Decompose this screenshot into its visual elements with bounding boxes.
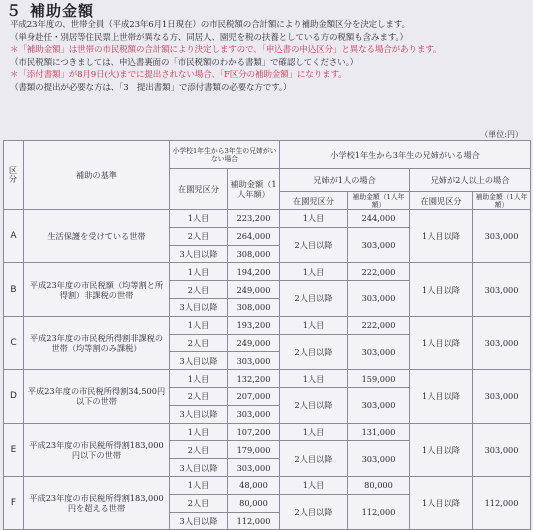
sib1-amount-rest: 303,000 xyxy=(348,441,410,477)
note-line: （単身赴任・別居等住民票上世帯が異なる方、同居人、園児を税の扶養としている方の税額も含みます。） xyxy=(10,32,408,43)
subsidy-amount: 264,000 xyxy=(228,227,280,245)
sib1-order-rest: 2人目以降 xyxy=(280,494,348,530)
header-one-sibling: 兄姉が1人の場合 xyxy=(280,169,410,192)
header-order-sib1: 在園児区分 xyxy=(280,192,348,210)
sib2-order: 1人目以降 xyxy=(410,370,473,423)
section-heading xyxy=(6,0,94,21)
header-category: 区分 xyxy=(4,141,24,210)
child-order: 1人目 xyxy=(170,263,228,281)
subsidy-amount: 193,200 xyxy=(228,316,280,334)
child-order: 2人目 xyxy=(170,281,228,299)
section-title: 補助金額 xyxy=(30,2,95,20)
sib1-order: 1人目 xyxy=(280,316,348,334)
subsidy-amount: 132,200 xyxy=(228,370,280,388)
header-amount: 補助金額（1人年額） xyxy=(228,169,280,210)
child-order: 3人目以降 xyxy=(170,245,228,263)
sib1-amount-rest: 112,000 xyxy=(348,494,410,530)
criteria-text: 平成23年度の市民税所得割183,000円以下の世帯 xyxy=(24,423,170,476)
child-order: 1人目 xyxy=(170,423,228,441)
header-group-no-sibling: 小学校1年生から3年生の兄姉がいない場合 xyxy=(170,141,280,169)
sib1-amount: 80,000 xyxy=(348,476,410,494)
sib1-order: 1人目 xyxy=(280,210,348,228)
subsidy-amount: 303,000 xyxy=(228,405,280,423)
sib2-amount: 303,000 xyxy=(473,423,531,476)
subsidy-amount: 80,000 xyxy=(228,494,280,512)
subsidy-amount: 223,200 xyxy=(228,210,280,228)
child-order: 2人目 xyxy=(170,441,228,459)
sib1-amount: 222,000 xyxy=(348,316,410,334)
table-row xyxy=(4,476,531,494)
sib1-amount-rest: 303,000 xyxy=(348,334,410,370)
header-two-siblings: 兄姉が2人以上の場合 xyxy=(410,169,531,192)
subsidy-table xyxy=(3,140,531,530)
sib1-order: 1人目 xyxy=(280,370,348,388)
sib1-amount: 222,000 xyxy=(348,263,410,281)
child-order: 1人目 xyxy=(170,370,228,388)
sib2-amount: 303,000 xyxy=(473,316,531,369)
subsidy-amount: 179,000 xyxy=(228,441,280,459)
sib2-order: 1人目以降 xyxy=(410,476,473,529)
sib1-amount-rest: 303,000 xyxy=(348,387,410,423)
subsidy-amount: 207,000 xyxy=(228,387,280,405)
subsidy-amount: 308,000 xyxy=(228,298,280,316)
sib1-order: 1人目 xyxy=(280,423,348,441)
table-row xyxy=(4,316,531,334)
child-order: 3人目以降 xyxy=(170,352,228,370)
child-order: 3人目以降 xyxy=(170,298,228,316)
header-amount-sib1: 補助金額（1人年額） xyxy=(348,192,410,210)
table-row xyxy=(4,370,531,388)
sib2-order: 1人目以降 xyxy=(410,316,473,369)
sib1-amount: 244,000 xyxy=(348,210,410,228)
sib1-order: 1人目 xyxy=(280,263,348,281)
child-order: 1人目 xyxy=(170,210,228,228)
sib1-order-rest: 2人目以降 xyxy=(280,227,348,263)
criteria-text: 平成23年度の市民税額（均等割と所得割）非課税の世帯 xyxy=(24,263,170,316)
criteria-text: 平成23年度の市民税所得割183,000円を超える世帯 xyxy=(24,476,170,529)
sib2-amount: 303,000 xyxy=(473,370,531,423)
subsidy-amount: 308,000 xyxy=(228,245,280,263)
criteria-text: 平成23年度の市民税所得割34,500円以下の世帯 xyxy=(24,370,170,423)
child-order: 2人目 xyxy=(170,387,228,405)
subsidy-amount: 48,000 xyxy=(228,476,280,494)
category-code: C xyxy=(4,316,24,369)
table-row xyxy=(4,210,531,228)
sib2-order: 1人目以降 xyxy=(410,210,473,263)
table-row xyxy=(4,423,531,441)
subsidy-amount: 303,000 xyxy=(228,352,280,370)
category-code: D xyxy=(4,370,24,423)
header-group-with-sibling: 小学校1年生から3年生の兄姉がいる場合 xyxy=(280,141,531,169)
criteria-text: 生活保護を受けている世帯 xyxy=(24,210,170,263)
subsidy-amount: 303,000 xyxy=(228,459,280,477)
sib2-amount: 112,000 xyxy=(473,476,531,529)
category-code: A xyxy=(4,210,24,263)
sib1-amount-rest: 303,000 xyxy=(348,281,410,317)
child-order: 2人目 xyxy=(170,494,228,512)
category-code: E xyxy=(4,423,24,476)
child-order: 1人目 xyxy=(170,476,228,494)
sib1-amount: 159,000 xyxy=(348,370,410,388)
subsidy-amount: 194,200 xyxy=(228,263,280,281)
category-code: B xyxy=(4,263,24,316)
subsidy-amount: 107,200 xyxy=(228,423,280,441)
sib1-order-rest: 2人目以降 xyxy=(280,387,348,423)
child-order: 2人目 xyxy=(170,334,228,352)
subsidy-amount: 249,000 xyxy=(228,281,280,299)
note-line: （書類の提出が必要な方は、「3 提出書類」で添付書類の必要な方です。） xyxy=(10,82,292,93)
child-order: 3人目以降 xyxy=(170,405,228,423)
sib1-order-rest: 2人目以降 xyxy=(280,281,348,317)
sib1-amount: 131,000 xyxy=(348,423,410,441)
note-line: ＊「補助金額」は世帯の市民税額の合計額により決定しますので、「申込書の申込区分」と異なる場合があります。 xyxy=(10,45,442,56)
sib2-amount: 303,000 xyxy=(473,263,531,316)
sib1-amount-rest: 303,000 xyxy=(348,227,410,263)
table-row xyxy=(4,263,531,281)
subsidy-amount: 249,000 xyxy=(228,334,280,352)
child-order: 2人目 xyxy=(170,227,228,245)
note-line: （市民税額につきましては、申込書裏面の「市民税額のわかる書類」で確認してください。） xyxy=(10,57,359,68)
sib2-order: 1人目以降 xyxy=(410,263,473,316)
header-order-sib2: 在園児区分 xyxy=(410,192,473,210)
sib2-order: 1人目以降 xyxy=(410,423,473,476)
child-order: 1人目 xyxy=(170,316,228,334)
subsidy-amount: 112,000 xyxy=(228,512,280,530)
notes-block xyxy=(10,19,530,95)
child-order: 3人目以降 xyxy=(170,459,228,477)
header-criteria: 補助の基準 xyxy=(24,141,170,210)
note-line: 平成23年度の、世帯全員（平成23年6月1日現在）の市民税額の合計額により補助金額区分を決定します。 xyxy=(10,20,410,30)
unit-label: （単位:円） xyxy=(480,130,523,139)
sib1-order-rest: 2人目以降 xyxy=(280,334,348,370)
child-order: 3人目以降 xyxy=(170,512,228,530)
category-code: F xyxy=(4,476,24,529)
section-number: ５ xyxy=(6,2,23,20)
header-amount-sib2: 補助金額（1人年額） xyxy=(473,192,531,210)
header-order: 在園児区分 xyxy=(170,169,228,210)
sib1-order: 1人目 xyxy=(280,476,348,494)
sib2-amount: 303,000 xyxy=(473,210,531,263)
criteria-text: 平成23年度の市民税所得割非課税の世帯（均等割のみ課税） xyxy=(24,316,170,369)
note-line: ＊「添付書類」が8月9日(火)までに提出されない場合、「F区分の補助金額」になります。 xyxy=(10,70,347,81)
sib1-order-rest: 2人目以降 xyxy=(280,441,348,477)
